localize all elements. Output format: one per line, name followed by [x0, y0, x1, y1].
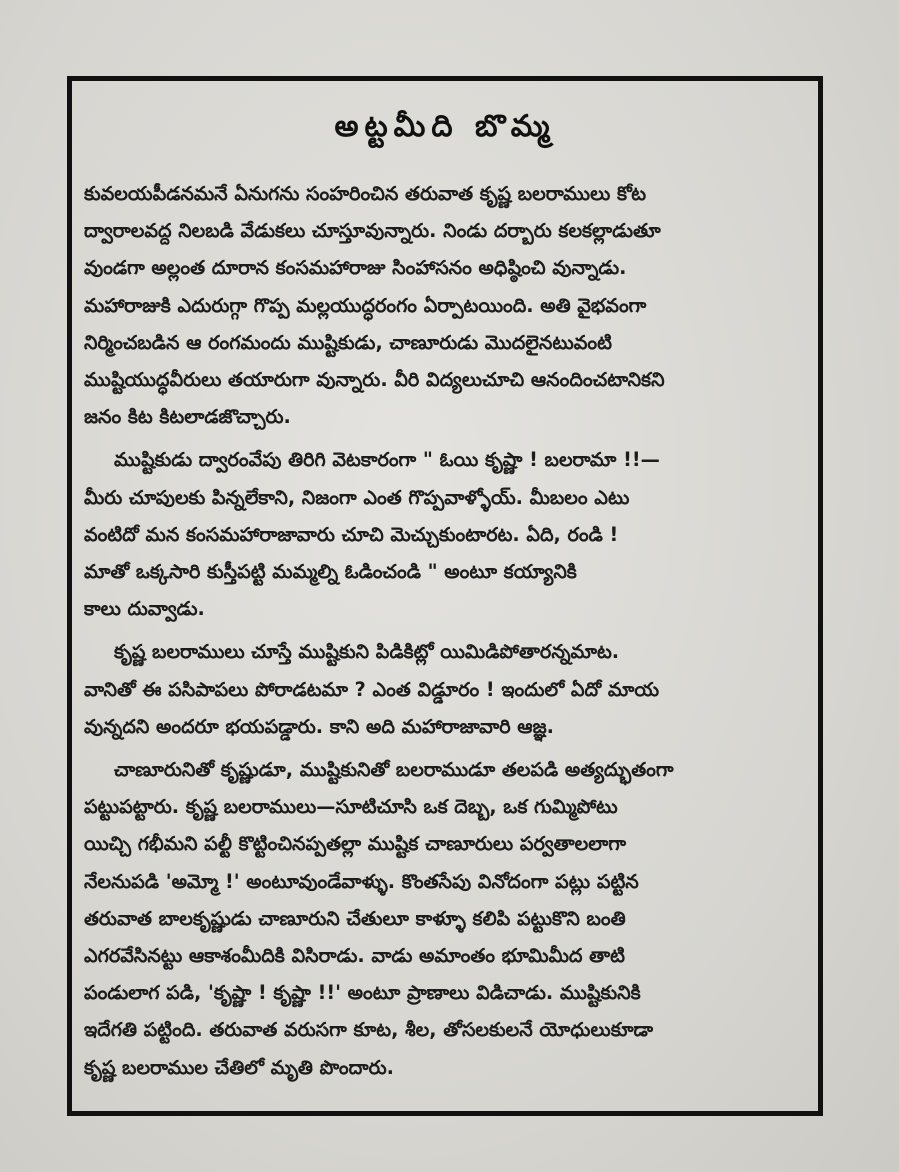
page-title: అట్టమీది బొమ్మ: [334, 109, 556, 144]
page-border-frame: [67, 76, 823, 1116]
text-line: ద్వారాలవద్ద నిలబడి వేడుకలు చూస్తూవున్నారు. నిండు దర్బారు కలకల్లాడుతూ: [84, 219, 661, 243]
text-line: ముష్టికుడు ద్వారంవేపు తిరిగి వెటకారంగా " ఓయి కృష్ణా ! బలరామా !!—: [114, 448, 660, 472]
paragraph-3: [84, 633, 806, 745]
text-line: వంటిదో మన కంసమహారాజావారు చూచి మెచ్చుకుంటారట. ఏది, రండి !: [84, 522, 619, 546]
text-line: ఎగరవేసినట్టు ఆకాశంమీదికి విసిరాడు. వాడు అమాంతం భూమిమీద తాటి: [84, 944, 625, 968]
text-line: మాతో ఒక్కసారి కుస్తీపట్టి మమ్మల్ని ఓడించండి " అంటూ కయ్యానికి: [84, 560, 577, 584]
text-line: పండులాగ పడి, 'కృష్ణా ! కృష్ణా !!' అంటూ ప్రాణాలు విడిచాడు. ముష్టికునికి: [84, 981, 641, 1005]
text-line: చాణూరునితో కృష్ణుడూ, ముష్టికునితో బలరాముడూ తలపడి అత్యద్భుతంగా: [114, 758, 674, 782]
text-line: కృష్ణ బలరాములు చూస్తే ముష్టికుని పిడికిట్లో యిమిడిపోతారన్నమాట.: [114, 640, 620, 664]
text-line: కువలయపీడనమనే ఏనుగను సంహరించిన తరువాత కృష్ణ బలరాములు కోట: [84, 182, 647, 205]
text-line: వుండగా అల్లంత దూరాన కంసమహారాజు సింహాసనం అధిష్ఠించి వున్నాడు.: [84, 256, 627, 280]
story-text: [84, 175, 806, 1086]
text-line: మీరు చూపులకు పిన్నలేకాని, నిజంగా ఎంత గొప్పవాళ్ళోయ్. మీబలం ఎటు: [84, 485, 630, 509]
text-line: యిచ్చి గభీమని పల్టీ కొట్టించినప్పతల్లా ముష్టిక చాణూరులు పర్వతాలలాగా: [84, 832, 627, 856]
text-line: తరువాత బాలకృష్ణుడు చాణూరుని చేతులూ కాళ్ళూ కలిపి పట్టుకొని బంతి: [84, 906, 626, 930]
text-line: మహారాజుకి ఎదురుగ్గా గొప్ప మల్లయుద్ధరంగం ఏర్పాటయింది. అతి వైభవంగా: [84, 293, 647, 317]
text-line: వానితో ఈ పసిపాపలు పోరాడటమా ? ఎంత విడ్డూరం ! ఇందులో ఏదో మాయ: [84, 677, 660, 701]
paragraph-4: [84, 751, 806, 1086]
text-line: ముష్టియుద్ధవీరులు తయారుగా వున్నారు. వీరి విద్యలుచూచి ఆనందించటానికని: [84, 368, 665, 392]
text-line: నిర్మించబడిన ఆ రంగమందు ముష్టికుడు, చాణూరుడు మొదలైనటువంటి: [84, 330, 612, 354]
text-line: ఇదేగతి పట్టింది. తరువాత వరుసగా కూట, శీల, తోసలకులనే యోధులుకూడా: [84, 1018, 654, 1042]
text-line: జనం కిట కిటలాడజొచ్చారు.: [84, 405, 291, 429]
text-line: కృష్ణ బలరాముల చేతిలో మృతి పొందారు.: [84, 1055, 394, 1079]
text-line: వున్నదని అందరూ భయపడ్డారు. కాని అది మహారాజావారి ఆజ్ఞ.: [84, 714, 554, 738]
text-line: పట్టుపట్టారు. కృష్ణ బలరాములు—సూటిచూసి ఒక దెబ్బ, ఒక గుమ్మిపోటు: [84, 795, 618, 819]
paragraph-2: [84, 441, 806, 627]
text-line: కాలు దువ్వాడు.: [84, 597, 205, 621]
paragraph-1: [84, 175, 806, 435]
text-line: నేలనుపడి 'అమ్మో !' అంటూవుండేవాళ్ళు. కొంతసేపు వినోదంగా పట్లు పట్టిన: [84, 869, 639, 893]
